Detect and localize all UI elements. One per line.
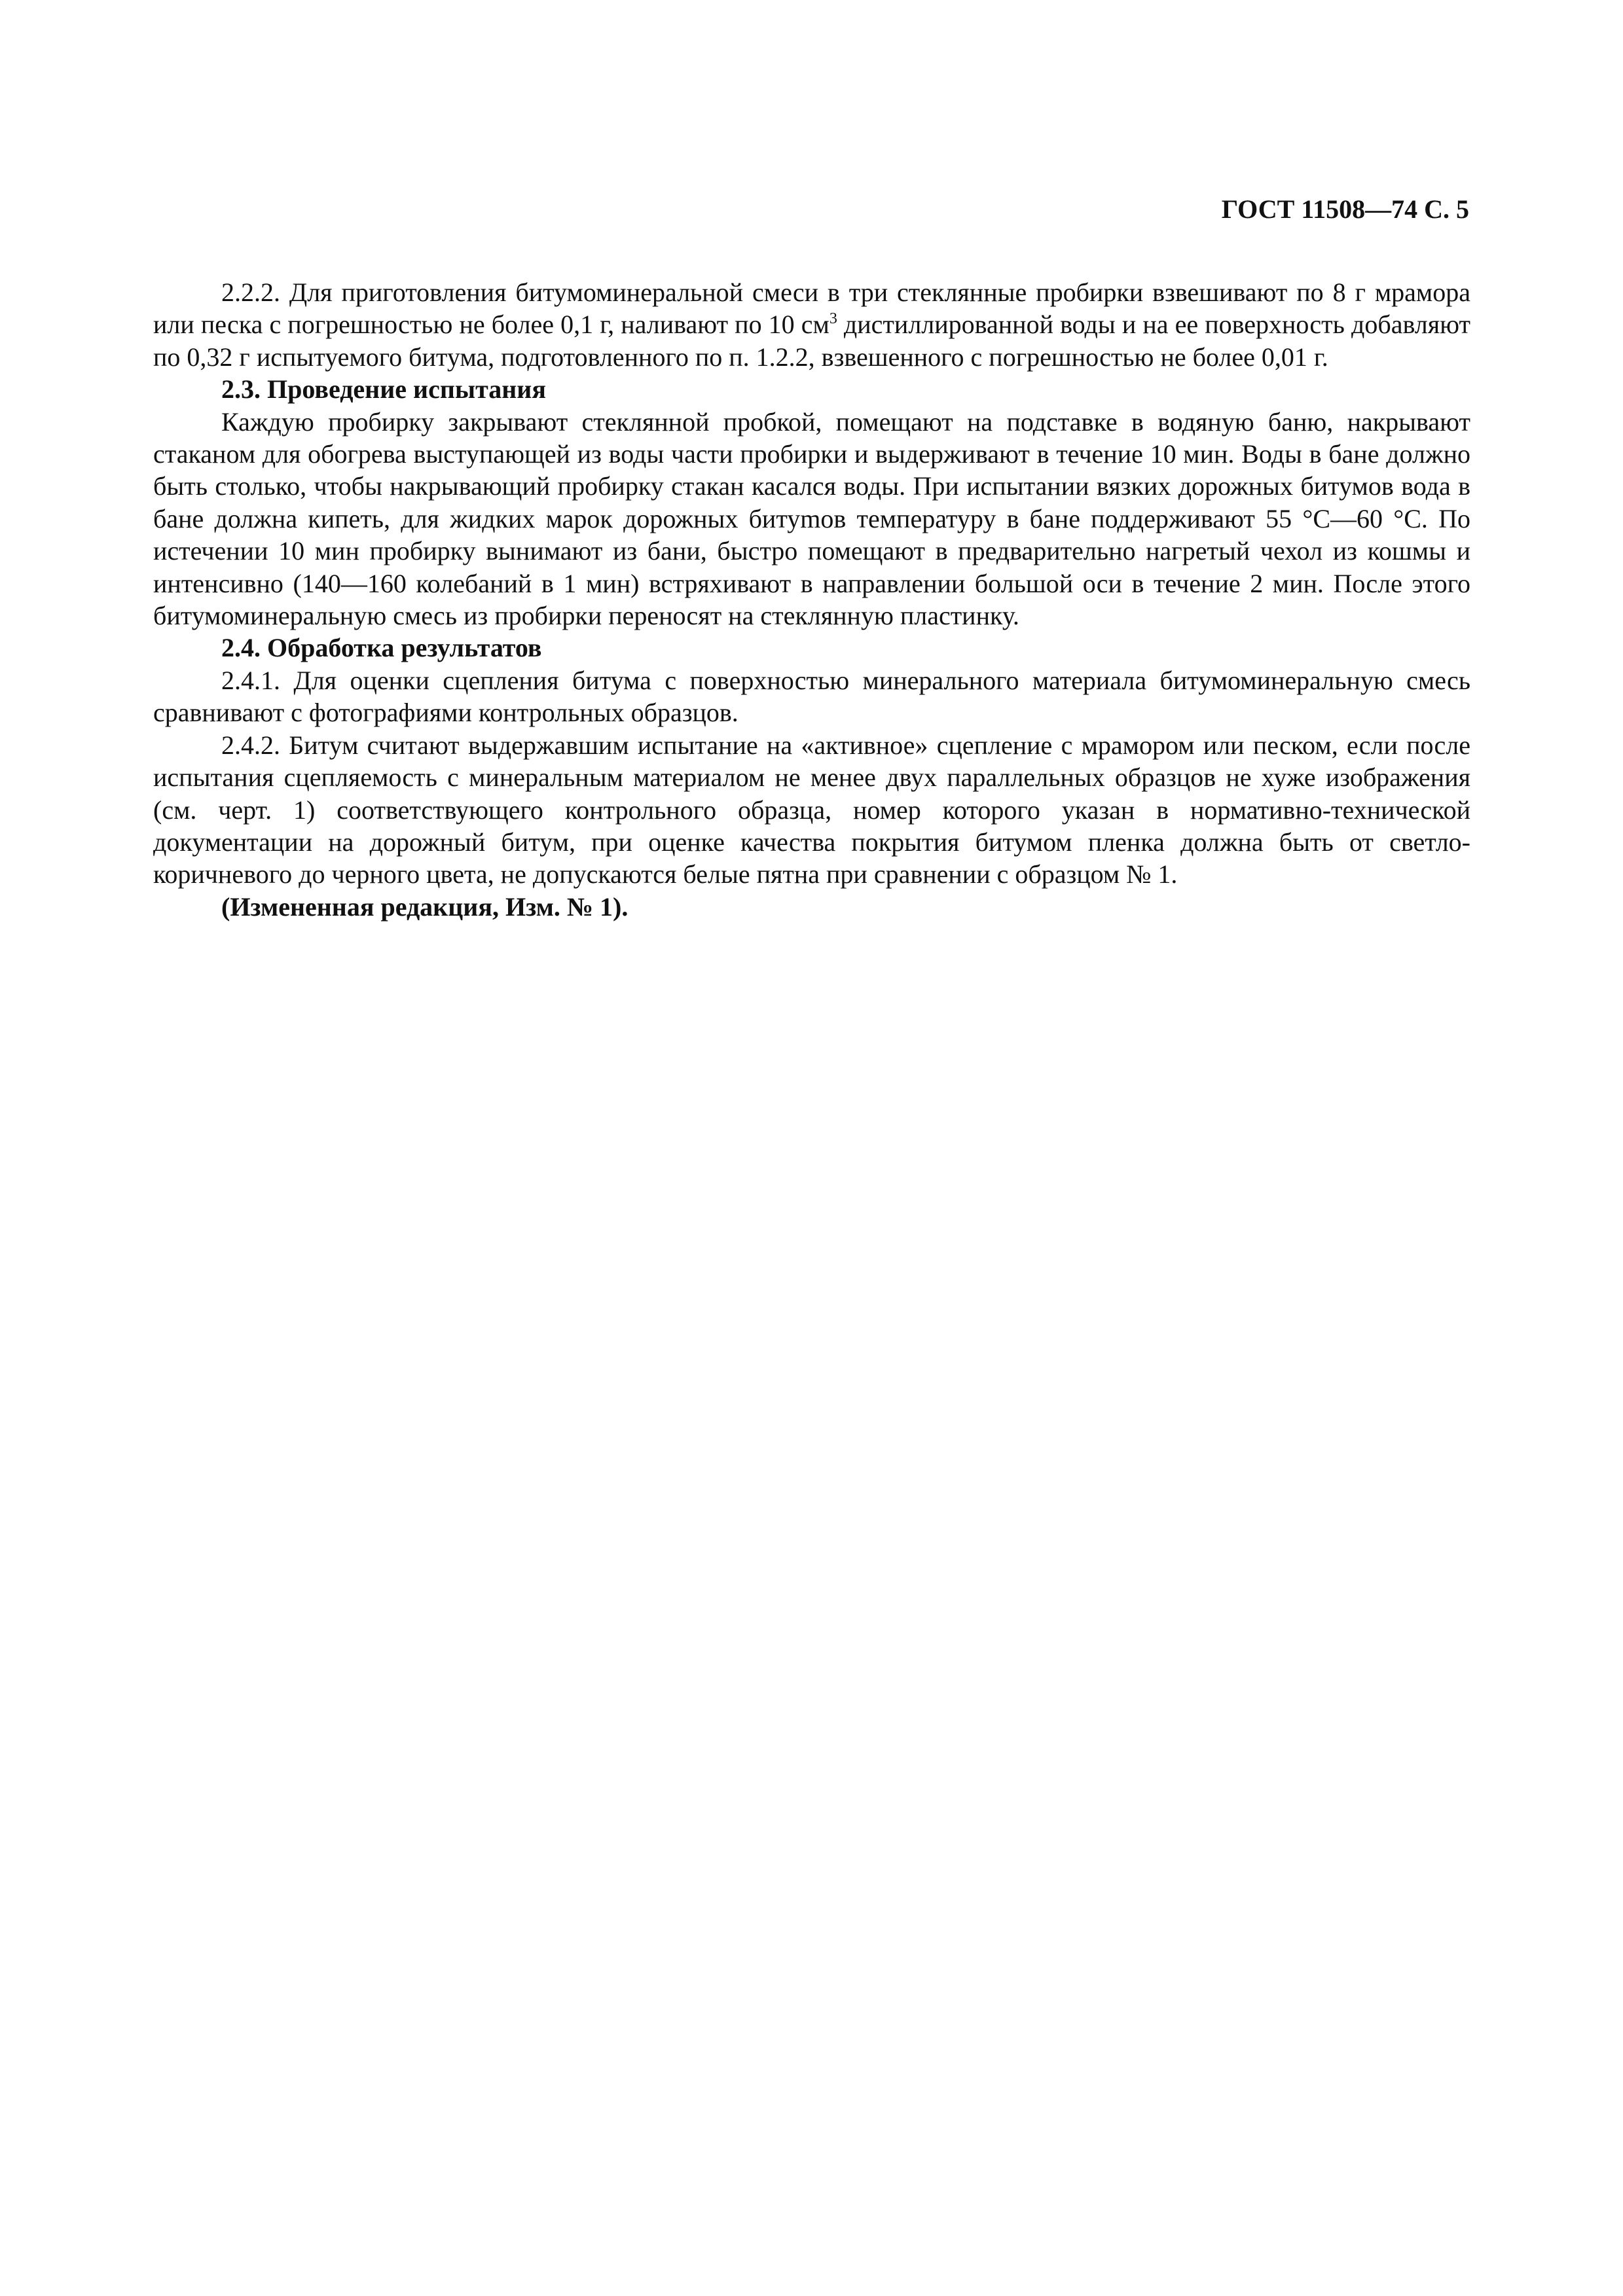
cubic-superscript: 3 xyxy=(829,310,837,328)
paragraph-2-4-1: 2.4.1. Для оценки сцепления битума с поверхностью минерального материала битумоминеральную смесь сравнивают с фотографиями контрольных образцов. xyxy=(153,665,1470,728)
document-body xyxy=(153,276,1470,923)
paragraph-2-2-2 xyxy=(153,276,1470,373)
section-heading-2-3: 2.3. Проведение испытания xyxy=(221,374,546,404)
document-reference-header: ГОСТ 11508—74 С. 5 xyxy=(1221,194,1469,224)
paragraph-2-3: Каждую пробирку закрывают стеклянной пробкой, помещают на подставке в водяную баню, накрывают стаканом для обогрева выступающей из воды части пробирки и выдерживают в течение 10 мин. Воды в бане должно быть столько, чтобы накрывающий пробирку стакан касался воды. При испытании вязких дорожных битумов вода в бане должна кипеть, для жидких марок дорожных битуmов температуру в бане поддерживают 55 °С—60 °С. По истечении 10 мин пробирку вынимают из бани, быстро помещают в предварительно нагретый чехол из кошмы и интенсивно (140—160 колебаний в 1 мин) встряхивают в направлении большой оси в течение 2 мин. После этого битумоминеральную смесь из пробирки переносят на стеклянную пластинку. xyxy=(153,406,1470,631)
section-heading-2-4: 2.4. Обработка результатов xyxy=(221,633,542,663)
paragraph-2-4-2: 2.4.2. Битум считают выдержавшим испытание на «активное» сцепление с мрамором или песком, если после испытания сцепляемость с минеральным материалом не менее двух параллельных образцов не хуже изображения (см. черт. 1) соответствующего контрольного образца, номер которого указан в нормативно-технической документации на дорожный битум, при оценке качества покрытия битумом пленка должна быть от светло-коричневого до черного цвета, не допускаются белые пятна при сравнении с образцом № 1. xyxy=(153,730,1470,889)
paragraph-2-2-2-part-2: дистиллированной воды и на ее поверхность добавляют по 0,32 г испытуемого битума, подготовленного по п. 1.2.2, взвешенного с погрешностью не более 0,01 г. xyxy=(153,310,1471,372)
amendment-note: (Измененная редакция, Изм. № 1). xyxy=(221,891,629,922)
paragraph-2-2-2-part-1: 2.2.2. Для приготовления битумоминеральной смеси в три стеклянные пробирки взвешивают по 8 г мрамора или песка с погрешностью не более 0,1 г, наливают по 10 см xyxy=(153,278,1470,340)
